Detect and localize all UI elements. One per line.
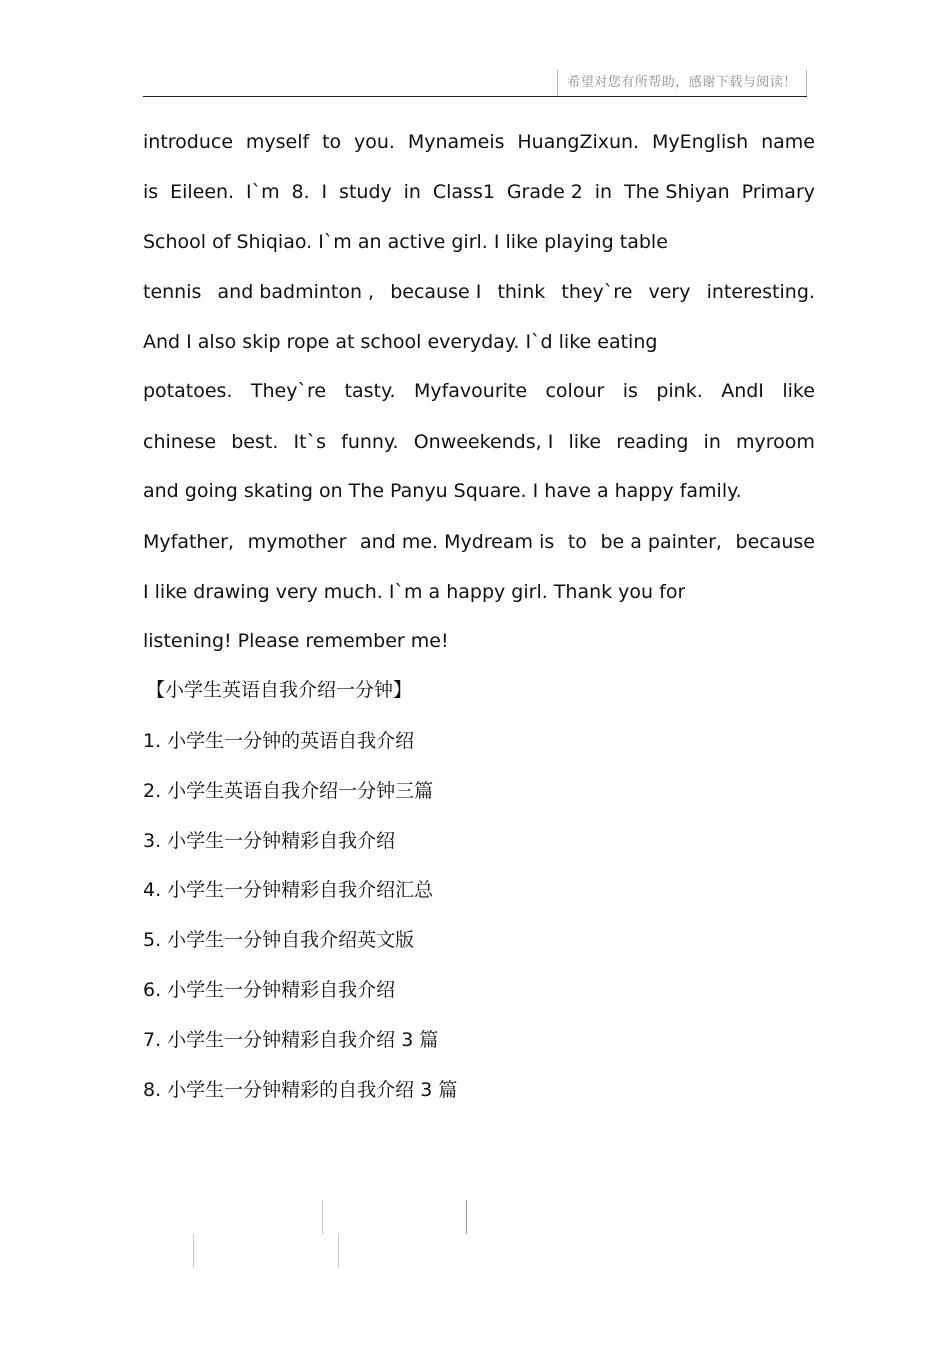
- word: tasty.: [344, 380, 396, 402]
- word: in: [703, 431, 721, 453]
- word: Mynameis: [407, 131, 505, 153]
- word: pink.: [656, 380, 703, 402]
- decorative-line: [193, 1234, 194, 1268]
- word: they`re: [561, 281, 633, 303]
- word: mymother: [247, 531, 347, 553]
- header-note: 希望对您有所帮助，感谢下载与阅读！: [557, 70, 807, 96]
- header-divider: [143, 96, 807, 97]
- word: is: [622, 380, 638, 402]
- word: best.: [231, 431, 279, 453]
- word: reading: [616, 431, 689, 453]
- word: AndI: [721, 380, 764, 402]
- word: in: [594, 181, 613, 203]
- word: Eileen.: [170, 181, 235, 203]
- word: Primary: [741, 181, 815, 203]
- paragraph-line: [143, 530, 815, 554]
- related-item: 3. 小学生一分钟精彩自我介绍: [143, 830, 396, 852]
- decorative-line: [338, 1234, 339, 1268]
- word: because: [735, 531, 815, 553]
- word: Class1: [432, 181, 495, 203]
- word: tennis: [143, 281, 202, 303]
- word: and badminton ,: [217, 281, 375, 303]
- word: Myfather,: [143, 531, 235, 553]
- word: HuangZixun.: [517, 131, 640, 153]
- word: I: [321, 181, 328, 203]
- word: It`s: [293, 431, 326, 453]
- paragraph-line: [143, 430, 815, 454]
- word: myroom: [736, 431, 815, 453]
- word: interesting.: [706, 281, 815, 303]
- related-item: 2. 小学生英语自我介绍一分钟三篇: [143, 780, 434, 802]
- word: study: [339, 181, 392, 203]
- paragraph-line: and going skating on The Panyu Square. I have a happy family.: [143, 480, 742, 502]
- related-item: 4. 小学生一分钟精彩自我介绍汇总: [143, 879, 434, 901]
- word: in: [403, 181, 421, 203]
- paragraph-line: I like drawing very much. I`m a happy girl. Thank you for: [143, 581, 686, 603]
- word: to: [322, 131, 342, 153]
- word: MyEnglish: [651, 131, 749, 153]
- word: very: [648, 281, 691, 303]
- word: chinese: [143, 431, 217, 453]
- decorative-line: [466, 1200, 467, 1234]
- word: The Shiyan: [624, 181, 730, 203]
- related-item: 5. 小学生一分钟自我介绍英文版: [143, 929, 415, 951]
- word: They`re: [250, 380, 327, 402]
- related-item: 1. 小学生一分钟的英语自我介绍: [143, 730, 415, 752]
- word: I`m: [246, 181, 280, 203]
- paragraph-line: [143, 180, 815, 204]
- word: like: [568, 431, 602, 453]
- word: 8.: [291, 181, 310, 203]
- word: like: [782, 380, 815, 402]
- word: colour: [545, 380, 605, 402]
- word: because I: [390, 281, 482, 303]
- paragraph-line: School of Shiqiao. I`m an active girl. I like playing table: [143, 231, 668, 253]
- paragraph-line: listening! Please remember me!: [143, 630, 449, 652]
- word: funny.: [341, 431, 399, 453]
- paragraph-line: [143, 379, 815, 403]
- word: be a painter,: [600, 531, 722, 553]
- word: to: [567, 531, 587, 553]
- word: potatoes.: [143, 380, 233, 402]
- word: name: [761, 131, 815, 153]
- word: think: [497, 281, 546, 303]
- paragraph-line: [143, 280, 815, 304]
- word: Grade 2: [506, 181, 583, 203]
- word: myself: [245, 131, 310, 153]
- related-item: 7. 小学生一分钟精彩自我介绍 3 篇: [143, 1029, 439, 1051]
- word: Myfavourite: [413, 380, 528, 402]
- paragraph-line: [143, 130, 815, 154]
- word: Onweekends, I: [413, 431, 554, 453]
- word: is: [143, 181, 159, 203]
- word: and me. Mydream is: [360, 531, 555, 553]
- related-item: 6. 小学生一分钟精彩自我介绍: [143, 979, 396, 1001]
- related-title: 【小学生英语自我介绍一分钟】: [146, 679, 413, 701]
- decorative-line: [322, 1200, 323, 1234]
- word: introduce: [143, 131, 234, 153]
- related-item: 8. 小学生一分钟精彩的自我介绍 3 篇: [143, 1079, 458, 1101]
- word: you.: [354, 131, 395, 153]
- paragraph-line: And I also skip rope at school everyday. I`d like eating: [143, 331, 658, 353]
